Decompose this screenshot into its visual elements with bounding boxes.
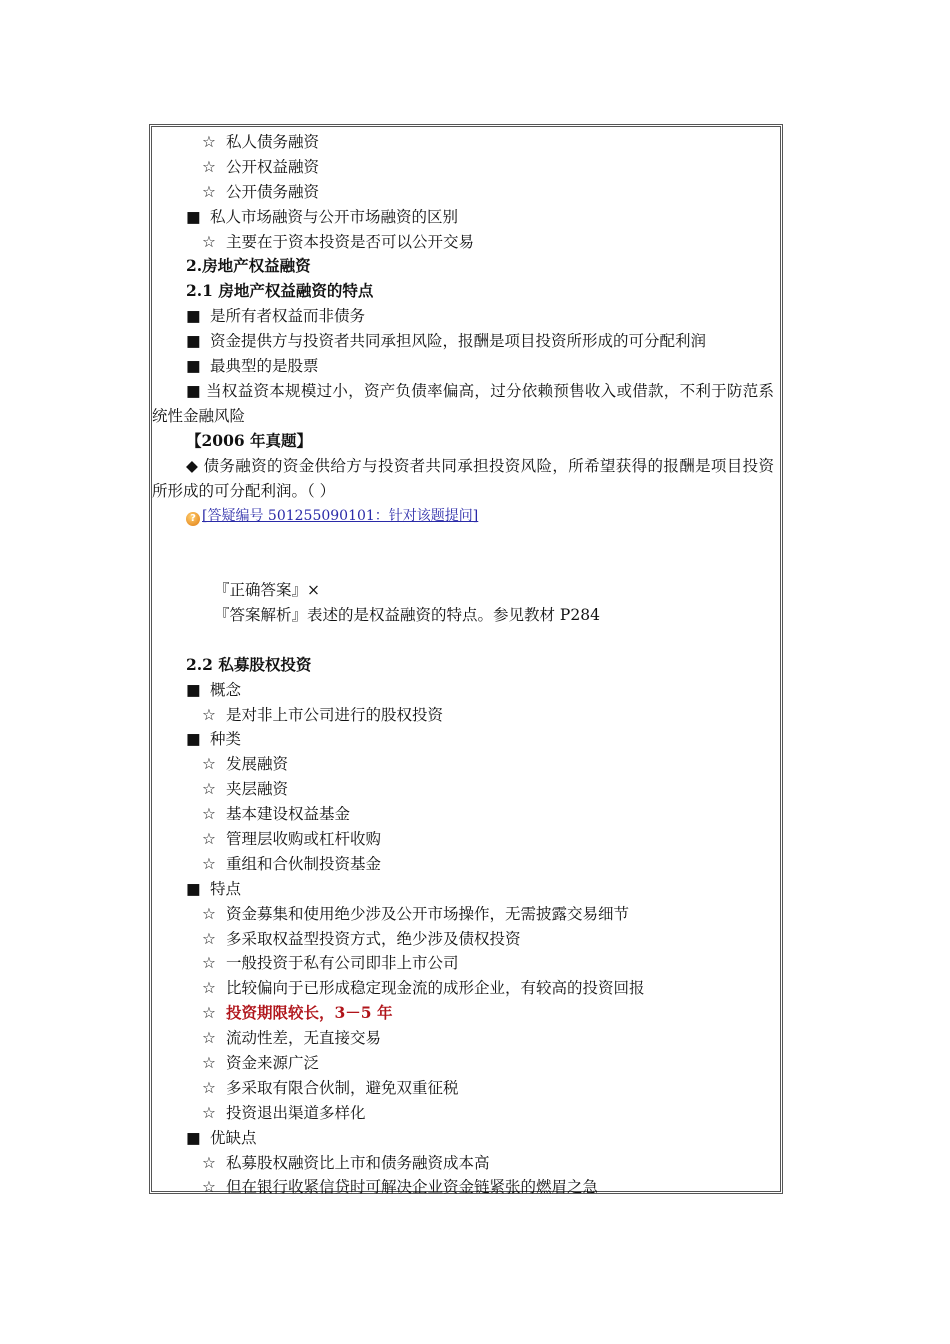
list-item-text: 基本建设权益基金 [226, 805, 351, 824]
star-bullet-icon: ☆ [202, 157, 216, 176]
list-item-text: 私人债务融资 [226, 133, 320, 151]
list-item-text: 比较偏向于已形成稳定现金流的成形企业，有较高的投资回报 [226, 979, 645, 998]
list-item-text: 重组和合伙制投资基金 [226, 854, 382, 873]
list-item-text: 投资期限较长，3－5 年 [226, 1003, 393, 1023]
star-bullet-icon: ☆ [202, 133, 216, 151]
star-bullet-icon: ☆ [202, 232, 216, 251]
list-item [152, 230, 780, 255]
star-bullet-icon: ☆ [202, 929, 216, 948]
star-bullet-icon: ☆ [202, 904, 216, 923]
list-item [152, 1076, 780, 1101]
list-item-text: 概念 [210, 680, 242, 699]
exam-question: ◆ 债务融资的资金供给方与投资者共同承担投资风险，所希望获得的报酬是项目投资所形成的可分配利润。（ ） [152, 456, 774, 500]
exam-tag: 【2006 年真题】 [186, 430, 313, 450]
list-item [152, 1101, 780, 1126]
list-item [152, 827, 780, 852]
list-item-text: 多采取权益型投资方式，绝少涉及债权投资 [226, 929, 521, 948]
list-item-text: 但在银行收紧信贷时可解决企业资金链紧张的燃眉之急 [226, 1178, 599, 1197]
list-item [152, 877, 780, 902]
square-bullet-icon: ■ [186, 879, 201, 898]
list-item [152, 1126, 780, 1151]
star-bullet-icon: ☆ [202, 1054, 216, 1073]
star-bullet-icon: ☆ [202, 830, 216, 848]
list-item [152, 1001, 780, 1026]
list-item-text: 投资退出渠道多样化 [226, 1103, 366, 1122]
list-item-text: 特点 [210, 879, 242, 898]
star-bullet-icon: ☆ [202, 805, 216, 824]
list-item [152, 304, 780, 329]
list-item-text: 公开债务融资 [226, 182, 320, 201]
list-item [152, 852, 780, 877]
subsection-heading-pe: 2.2 私募股权投资 [186, 654, 312, 674]
list-item [152, 155, 780, 180]
list-item [152, 902, 780, 927]
list-item [152, 1151, 780, 1176]
list-item [152, 727, 780, 752]
feature-long: ■ 当权益资本规模过小，资产负债率偏高，过分依赖预售收入或借款，不利于防范系统性金融风险 [152, 381, 774, 425]
question-icon: ? [186, 512, 200, 526]
star-bullet-icon: ☆ [202, 1078, 216, 1097]
star-bullet-icon: ☆ [202, 705, 216, 724]
list-item-text: 公开权益融资 [226, 157, 320, 176]
square-bullet-icon: ■ [186, 307, 201, 326]
ask-row [152, 503, 780, 528]
content-frame [149, 124, 783, 1197]
list-item [152, 777, 780, 802]
feature-list [152, 304, 780, 379]
list-item [152, 678, 780, 703]
list-item [152, 951, 780, 976]
list-item-text: 是对非上市公司进行的股权投资 [226, 705, 444, 724]
square-bullet-icon: ■ [186, 680, 201, 699]
list-item-text: 夹层融资 [226, 780, 289, 799]
list-item-text: 管理层收购或杠杆收购 [226, 830, 382, 848]
star-bullet-icon: ☆ [202, 1029, 216, 1048]
list-item-text: 私募股权融资比上市和债务融资成本高 [226, 1153, 490, 1172]
star-bullet-icon: ☆ [202, 780, 216, 799]
list-item [152, 1026, 780, 1051]
top-list [152, 130, 780, 254]
list-item-text: 最典型的是股票 [210, 357, 319, 376]
list-item-text: 资金提供方与投资者共同承担风险，报酬是项目投资所形成的可分配利润 [210, 332, 707, 351]
list-item [152, 802, 780, 827]
star-bullet-icon: ☆ [202, 182, 216, 201]
list-item [152, 180, 780, 205]
star-bullet-icon: ☆ [202, 1004, 216, 1023]
list-item-text: 多采取有限合伙制，避免双重征税 [226, 1078, 459, 1097]
list-item-text: 流动性差，无直接交易 [226, 1029, 382, 1048]
list-item-text: 是所有者权益而非债务 [210, 307, 366, 326]
square-bullet-icon: ■ [186, 1128, 201, 1147]
list-item [152, 703, 780, 728]
list-item-text: 资金来源广泛 [226, 1054, 320, 1073]
star-bullet-icon: ☆ [202, 1153, 216, 1172]
answer-analysis: 『答案解析』表述的是权益融资的特点。参见教材 P284 [214, 605, 600, 624]
square-bullet-icon: ■ [186, 332, 201, 351]
list-item-text: 优缺点 [210, 1128, 257, 1147]
square-bullet-icon: ■ [186, 730, 201, 749]
square-bullet-icon: ■ [186, 357, 201, 376]
list-item-text: 发展融资 [226, 755, 289, 774]
list-item [152, 329, 780, 354]
square-bullet-icon: ■ [186, 207, 201, 226]
list-item [152, 130, 780, 155]
star-bullet-icon: ☆ [202, 755, 216, 774]
correct-answer: 『正确答案』× [214, 581, 320, 600]
pe-list [152, 678, 780, 1201]
list-item [152, 927, 780, 952]
list-item [152, 205, 780, 230]
star-bullet-icon: ☆ [202, 954, 216, 973]
list-item [152, 976, 780, 1001]
document-body [152, 130, 780, 1200]
section-heading: 2.房地产权益融资 [186, 256, 311, 276]
list-item [152, 752, 780, 777]
ask-link[interactable]: [答疑编号 501255090101：针对该题提问] [202, 508, 479, 525]
list-item [152, 1175, 780, 1200]
star-bullet-icon: ☆ [202, 854, 216, 873]
star-bullet-icon: ☆ [202, 1178, 216, 1197]
star-bullet-icon: ☆ [202, 1103, 216, 1122]
list-item-text: 主要在于资本投资是否可以公开交易 [226, 232, 475, 251]
list-item [152, 1051, 780, 1076]
star-bullet-icon: ☆ [202, 979, 216, 998]
list-item-text: 资金募集和使用绝少涉及公开市场操作，无需披露交易细节 [226, 904, 630, 923]
list-item-text: 种类 [210, 730, 242, 749]
list-item-text: 私人市场融资与公开市场融资的区别 [210, 207, 459, 226]
list-item-text: 一般投资于私有公司即非上市公司 [226, 954, 459, 973]
list-item [152, 354, 780, 379]
subsection-heading: 2.1 房地产权益融资的特点 [186, 281, 374, 301]
